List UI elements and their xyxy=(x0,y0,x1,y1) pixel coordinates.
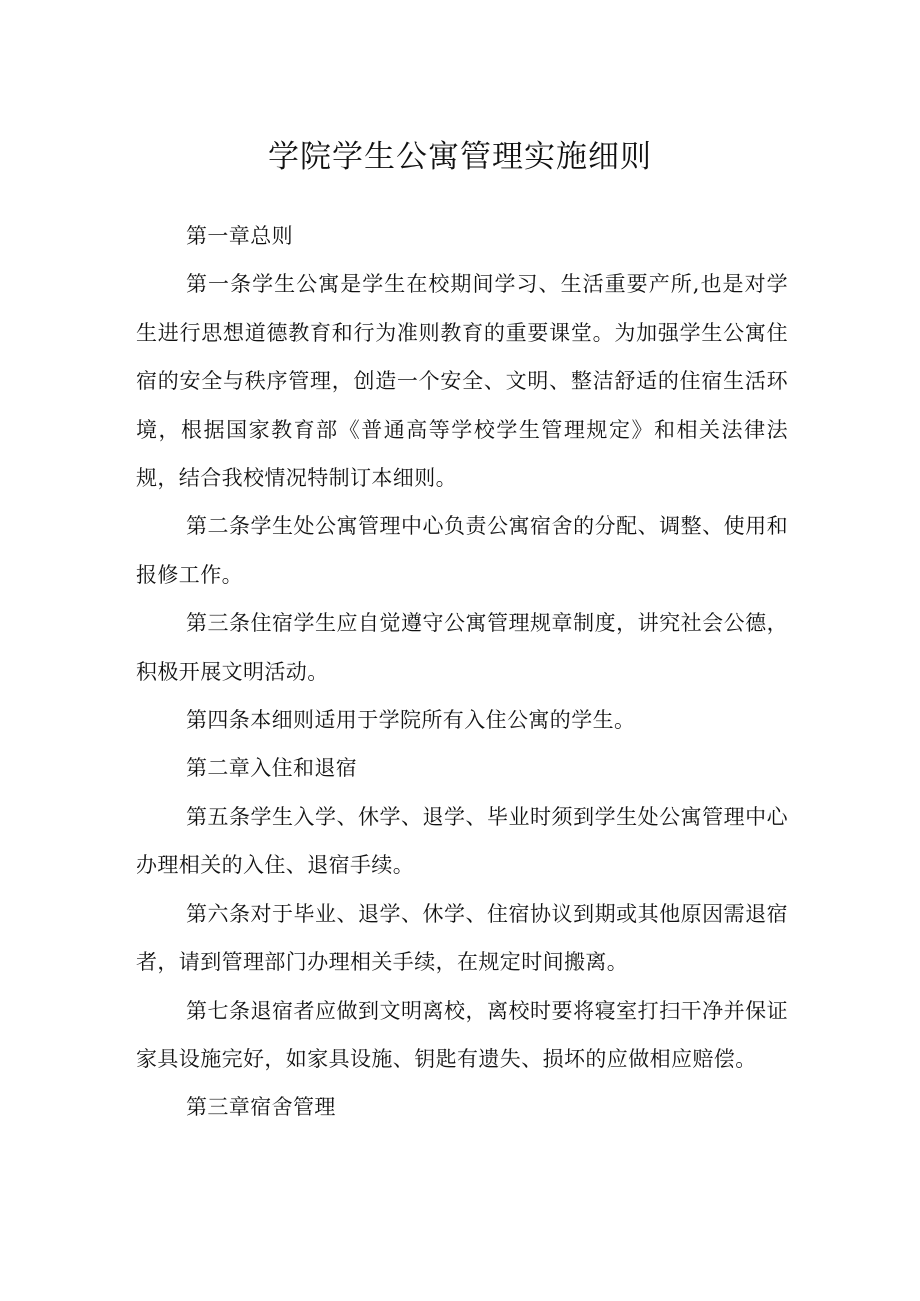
article-paragraph: 第五条学生入学、休学、退学、毕业时须到学生处公寓管理中心办理相关的入住、退宿手续。 xyxy=(136,804,788,878)
article-paragraph: 第一条学生公寓是学生在校期间学习、生活重要产所,也是对学生进行思想道德教育和行为准则教育的重要课堂。为加强学生公寓住宿的安全与秩序管理，创造一个安全、文明、整洁舒适的住宿生活环境，根据国家教育部《普通高等学校学生管理规定》和相关法律法规，结合我校情况特制订本细则。 xyxy=(136,272,788,491)
article-paragraph: 第二条学生处公寓管理中心负责公寓宿舍的分配、调整、使用和报修工作。 xyxy=(136,514,788,587)
chapter-heading: 第二章入住和退宿 xyxy=(186,756,358,781)
article-paragraph: 第三条住宿学生应自觉遵守公寓管理规章制度，讲究社会公德，积极开展文明活动。 xyxy=(136,611,788,684)
article-paragraph: 第七条退宿者应做到文明离校，离校时要将寝室打扫干净并保证家具设施完好，如家具设施、钥匙有遗失、损坏的应做相应赔偿。 xyxy=(136,998,788,1071)
chapter-heading: 第三章宿舍管理 xyxy=(186,1095,336,1120)
document-body xyxy=(136,212,788,1132)
chapter-heading: 第一章总则 xyxy=(186,224,293,248)
document-title: 学院学生公寓管理实施细则 xyxy=(268,139,652,175)
article-paragraph: 第四条本细则适用于学院所有入住公寓的学生。 xyxy=(186,708,636,733)
article-paragraph: 第六条对于毕业、退学、休学、住宿协议到期或其他原因需退宿者，请到管理部门办理相关手续，在规定时间搬离。 xyxy=(136,901,788,975)
